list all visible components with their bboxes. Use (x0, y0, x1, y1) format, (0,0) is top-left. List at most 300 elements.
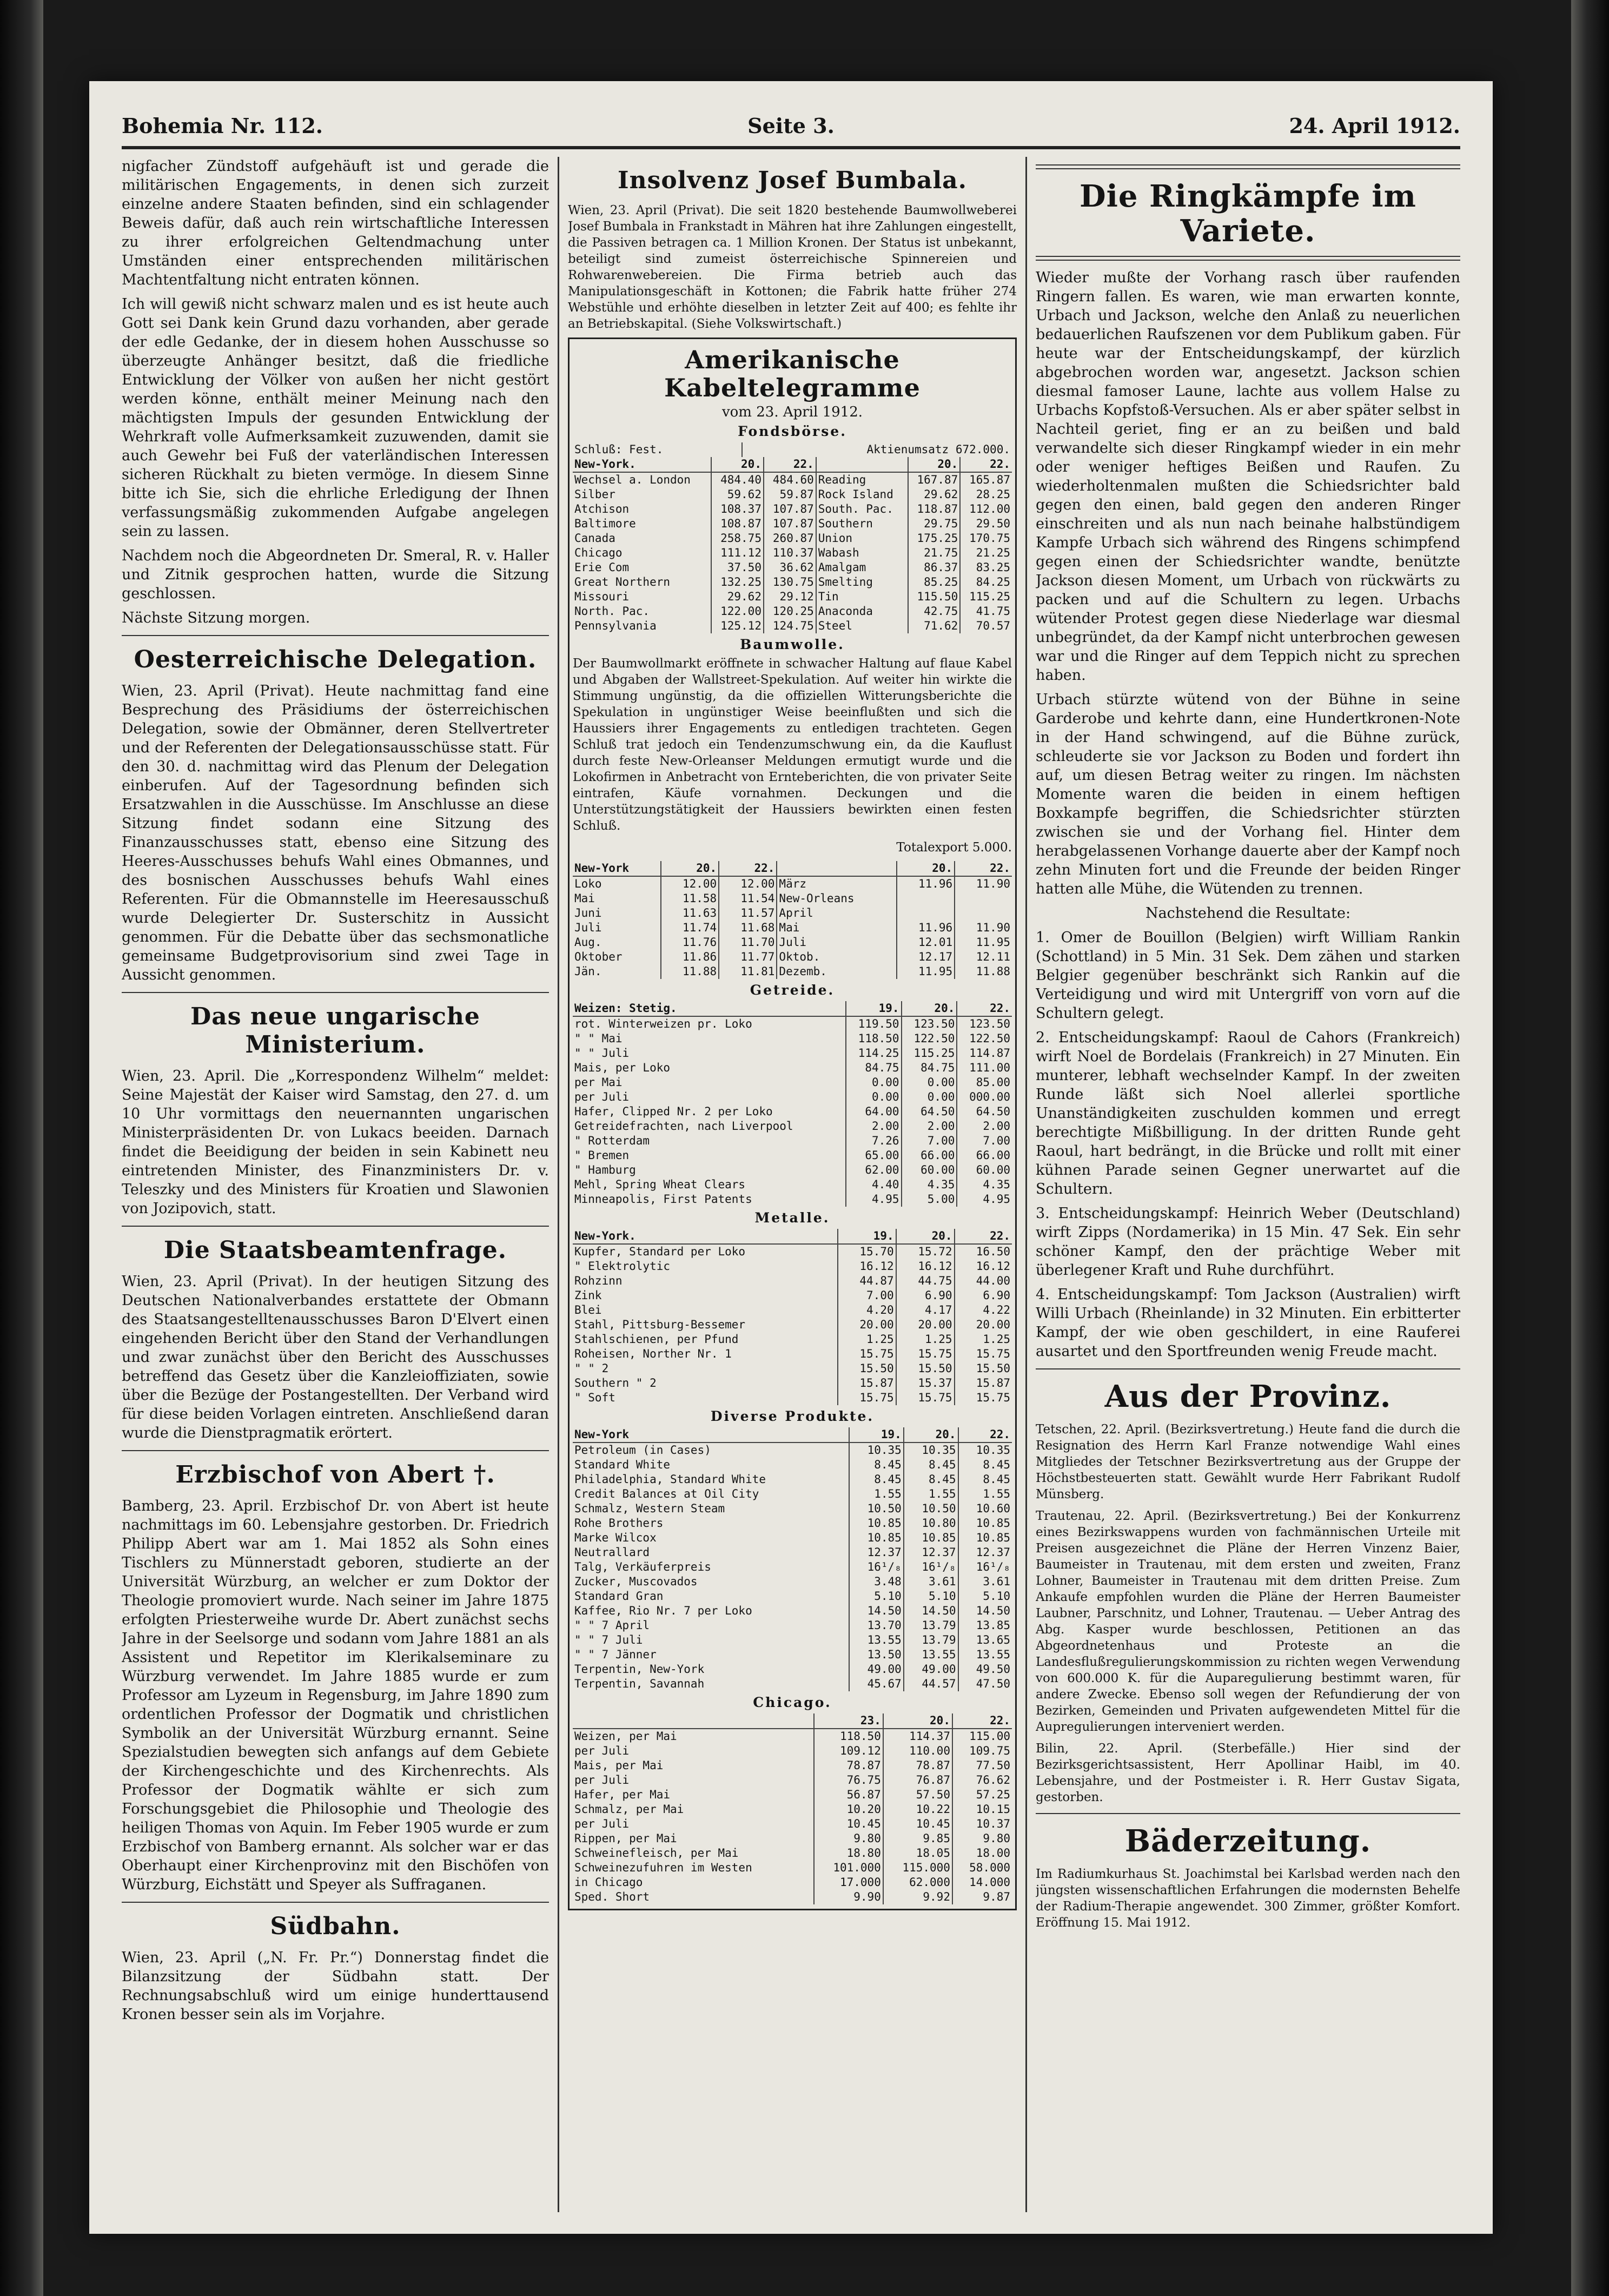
table-cell: 1.25 (896, 1332, 955, 1347)
table-cell: 122.00 (711, 604, 764, 619)
article-ministerium: Wien, 23. April. Die „Korrespondenz Wilhelm“ meldet: Seine Majestät der Kaiser wird Samstag, den 27. d. um 10 Uhr vormittags den neuernannten ungarischen Ministerpräsidenten Dr. von Lukacs beeiden. Darnach findet die Beeidigung der beiden in sein Kabinett neu eintretenden Minister, des Finanzministers Dr. v. Teleszky und des Ministers für Kroatien und Slawonien von Jozipovich, statt. (122, 1068, 549, 1217)
table-cell: 83.25 (960, 560, 1012, 575)
table-cell: 123.50 (902, 1016, 957, 1031)
schluss-line (573, 442, 1012, 457)
table-cell (897, 891, 955, 906)
table-row (573, 1332, 1012, 1347)
table-cell: 11.58 (661, 891, 719, 906)
table-cell: 15.50 (955, 1361, 1012, 1376)
table-cell: per Juli (574, 1817, 630, 1830)
table-cell: Great Northern (574, 575, 671, 588)
table-cell: 84.75 (902, 1061, 957, 1075)
divider (122, 635, 549, 636)
table-cell: rot. Winterweizen pr. Loko (574, 1017, 752, 1030)
table-cell: Neutrallard (574, 1546, 650, 1559)
table-cell: New-York (573, 1427, 849, 1443)
table-row (573, 1075, 1012, 1090)
table-row (573, 1545, 1012, 1560)
table-row (573, 1487, 1012, 1501)
table-cell: Hafer, per Mai (574, 1788, 671, 1801)
table-cell: 12.17 (897, 950, 955, 964)
table-cell: 16.12 (896, 1259, 955, 1274)
table-cell: 19. (846, 1001, 902, 1016)
table-cell: 1.25 (955, 1332, 1012, 1347)
table-cell: Roheisen, Norther Nr. 1 (574, 1347, 732, 1360)
table-cell: Schmalz, Western Steam (574, 1502, 725, 1515)
table-cell: 000.00 (957, 1090, 1012, 1104)
table-header (573, 861, 1012, 876)
table-cell: 8.45 (904, 1472, 958, 1487)
table-cell: 167.87 (908, 472, 961, 487)
divider (1036, 1813, 1460, 1814)
table-cell: 22. (957, 1001, 1012, 1016)
table-cell: 132.25 (711, 575, 764, 590)
table-cell: 0.00 (902, 1090, 957, 1104)
table-cell: Weizen, per Mai (574, 1730, 677, 1743)
table-cell (816, 457, 908, 472)
table-cell: Kaffee, Rio Nr. 7 per Loko (574, 1604, 752, 1617)
table-cell: 70.57 (960, 619, 1012, 633)
table-cell: 28.25 (960, 487, 1012, 502)
table-row (573, 546, 1012, 560)
table-row (573, 1303, 1012, 1318)
table-cell: Baltimore (574, 517, 636, 530)
table-cell: 111.12 (711, 546, 764, 560)
table-row (573, 1104, 1012, 1119)
table-cell: 9.80 (814, 1831, 883, 1846)
table-cell: Juli (574, 921, 602, 934)
table-cell: 15.87 (838, 1376, 896, 1391)
table-cell: 16.50 (955, 1244, 1012, 1259)
divider (122, 1226, 549, 1227)
table-row (573, 1861, 1012, 1875)
table-cell: April (777, 906, 897, 921)
table-cell: 10.85 (849, 1516, 904, 1531)
table-cell: 10.35 (849, 1443, 904, 1458)
table-row (573, 531, 1012, 546)
table-cell: 8.45 (849, 1458, 904, 1472)
table-cell: Blei (574, 1304, 602, 1316)
table-cell: Oktober (574, 950, 623, 963)
table-row (573, 1119, 1012, 1134)
table-cell: Petroleum (in Cases) (574, 1444, 711, 1457)
table-cell: Stahlschienen, per Pfund (574, 1333, 739, 1346)
table-cell: Mais, per Mai (574, 1759, 664, 1772)
table-cell: 13.65 (958, 1633, 1012, 1647)
table-row (573, 1758, 1012, 1773)
table-cell: 110.00 (883, 1744, 952, 1758)
table-cell: 21.75 (908, 546, 961, 560)
table-cell: " Rotterdam (574, 1134, 650, 1147)
table-row (573, 1016, 1012, 1031)
table-row (573, 1831, 1012, 1846)
table-cell: 10.50 (904, 1501, 958, 1516)
table-cell: 11.95 (955, 935, 1012, 950)
table-cell: 0.00 (846, 1090, 902, 1104)
table-cell: 19. (849, 1427, 904, 1443)
table-cell: 12.11 (955, 950, 1012, 964)
table-row (573, 1618, 1012, 1633)
table-cell: Southern (816, 517, 908, 531)
table-cell: Reading (816, 472, 908, 487)
table-cell: 9.80 (952, 1831, 1012, 1846)
table-cell: 3.48 (849, 1574, 904, 1589)
table-cell: Philadelphia, Standard White (574, 1473, 766, 1486)
table-cell: 122.50 (957, 1031, 1012, 1046)
table-cell: Talg, Verkäuferpreis (574, 1560, 711, 1573)
table-cell: Juni (574, 907, 602, 919)
table-cell (955, 906, 1012, 921)
table-cell: 118.87 (908, 502, 961, 517)
article-paragraph: Nächste Sitzung morgen. (122, 610, 310, 626)
table-row (573, 1662, 1012, 1677)
table-cell: 76.75 (814, 1773, 883, 1788)
table-cell: 2.00 (957, 1119, 1012, 1134)
table-cell: New-York. (573, 1229, 838, 1244)
section-metalle: Metalle. (754, 1210, 830, 1226)
table-row (573, 1817, 1012, 1831)
table-cell: 6.90 (896, 1288, 955, 1303)
table-cell: 22. (952, 1713, 1012, 1729)
table-header (573, 1713, 1012, 1729)
table-cell: Getreidefrachten, nach Liverpool (574, 1120, 793, 1133)
table-cell (777, 861, 897, 876)
table-cell: 115.000 (883, 1861, 952, 1875)
table-row (573, 1589, 1012, 1604)
table-row (573, 1148, 1012, 1163)
table-cell: 13.50 (849, 1647, 904, 1662)
table-row (573, 619, 1012, 633)
table-cell: 110.37 (764, 546, 816, 560)
table-cell: Amalgam (816, 560, 908, 575)
table-cell: New-Orleans (777, 891, 897, 906)
table-row (573, 1163, 1012, 1177)
table-cell: 12.00 (719, 876, 777, 891)
table-cell: Atchison (574, 502, 630, 515)
table-cell: 10.50 (849, 1501, 904, 1516)
table-cell: Mai (777, 921, 897, 935)
table-row (573, 1677, 1012, 1691)
table-cell: " " 7 Juli (574, 1633, 643, 1646)
table-cell: 10.35 (958, 1443, 1012, 1458)
table-cell: 86.37 (908, 560, 961, 575)
section-fondsboerse: Fondsbörse. (738, 424, 847, 439)
table-cell: 8.45 (904, 1458, 958, 1472)
table-cell: Mais, per Loko (574, 1061, 671, 1074)
table-cell: 11.81 (719, 964, 777, 979)
table-cell: 4.35 (902, 1177, 957, 1192)
table-cell: Anaconda (816, 604, 908, 619)
table-cell: 10.37 (952, 1817, 1012, 1831)
schluss-label: Schluß: Fest. (574, 443, 664, 456)
table-cell: 107.87 (764, 517, 816, 531)
table-cell: 11.90 (955, 876, 1012, 891)
table-cell: Loko (574, 877, 602, 890)
table-row (573, 1259, 1012, 1274)
table-cell: Union (816, 531, 908, 546)
table-cell: 20. (661, 861, 719, 876)
table-cell: 11.54 (719, 891, 777, 906)
column-1 (122, 157, 549, 2212)
table-cell: 175.25 (908, 531, 961, 546)
table-cell: 15.75 (955, 1391, 1012, 1405)
table-cell: 9.87 (952, 1890, 1012, 1904)
table-cell: 56.87 (814, 1788, 883, 1802)
table-cell: 29.62 (711, 590, 764, 604)
table-row (573, 935, 1012, 950)
table-cell: 258.75 (711, 531, 764, 546)
table-cell: 29.62 (908, 487, 961, 502)
table-cell: Marke Wilcox (574, 1531, 657, 1544)
headline-kabeltelegramme: Amerikanische Kabeltelegramme (664, 345, 921, 402)
table-cell: Jän. (574, 965, 602, 978)
table-cell: 76.87 (883, 1773, 952, 1788)
table-cell: Standard White (574, 1458, 671, 1471)
table-row (573, 1458, 1012, 1472)
table-cell: 9.90 (814, 1890, 883, 1904)
table-cell: 1.55 (958, 1487, 1012, 1501)
table-cell: 10.85 (849, 1531, 904, 1545)
result-item: 4. Entscheidungskampf: Tom Jackson (Australien) wirft Willi Urbach (Rheinlande) in 32 Minuten. Ein erbitterter Kampf, der wie oben geschildert, in eine Rauferei ausartet und den Sportfreunden wenig Freude macht. (1036, 1286, 1460, 1360)
headline-suedbahn: Südbahn. (270, 1913, 401, 1940)
table-cell: 114.25 (846, 1046, 902, 1061)
table-cell: 484.60 (764, 472, 816, 487)
table-cell: 5.10 (849, 1589, 904, 1604)
divider (122, 1902, 549, 1903)
table-row (573, 487, 1012, 502)
table-cell: Minneapolis, First Patents (574, 1193, 752, 1206)
table-row (573, 1391, 1012, 1405)
table-cell: 78.87 (883, 1758, 952, 1773)
table-cell: " Hamburg (574, 1163, 636, 1176)
table-cell: 4.95 (846, 1192, 902, 1207)
table-cell: 108.87 (711, 517, 764, 531)
table-header (573, 1001, 1012, 1016)
table-row (573, 1890, 1012, 1904)
table-cell: 22. (719, 861, 777, 876)
metalle-table (573, 1229, 1012, 1405)
table-cell: 20. (902, 1001, 957, 1016)
produkte-table (573, 1427, 1012, 1691)
divider (122, 1450, 549, 1451)
table-row (573, 891, 1012, 906)
table-cell: 4.20 (838, 1303, 896, 1318)
section-getreide: Getreide. (750, 982, 835, 998)
table-cell: 15.70 (838, 1244, 896, 1259)
table-row (573, 560, 1012, 575)
table-cell: 4.40 (846, 1177, 902, 1192)
table-cell: 22. (960, 457, 1012, 472)
table-cell: South. Pac. (816, 502, 908, 517)
article-paragraph: Wieder mußte der Vorhang rasch über raufenden Ringern fallen. Es waren, wie man erwarten konnte, Urbach und Jackson, welche den Anlaß zu neuerlichen bedauerlichen Raufszenen vor dem Publikum gaben. Für heute war der Entscheidungskampf, der kürzlich abgebrochen worden war, angesetzt. Jackson schien diesmal famoser Laune, lachte aus vollem Halse zu Urbachs Kopfstoß-Versuchen. Als er aber später selbst in Nachteil geriet, fing er an zu beißen und bald verwandelte sich dieser Ringkampf wieder in ein mehr oder weniger heftiges Beißen und Raufen. Zu wiederholtenmalen mußten die Schiedsrichter bald gegen den einen, bald gegen den anderen Ringer einschreiten und als nun nach beinahe halbstündigem Kampfe Urbach sich während des Ringens schimpfend gegen einen der Schiedsrichter wandte, benützte Jackson diesen Moment, um Urbach von rückwärts zu packen und auf die Schultern zu legen. Urbachs wütender Protest gegen diese Niederlage war diesmal unbegründet, da der Kampf nicht unterbrochen gewesen war und die Ringer auf dem Teppich nicht zu sprechen haben. (1036, 269, 1460, 684)
table-cell: " Soft (574, 1391, 615, 1404)
table-row (573, 1318, 1012, 1332)
table-cell: Schmalz, per Mai (574, 1803, 684, 1816)
table-cell: 109.12 (814, 1744, 883, 1758)
article-baeder: Im Radiumkurhaus St. Joachimstal bei Karlsbad werden nach den jüngsten wissenschaftlichen Erfahrungen die modernsten Behelfe der Radium-Therapie angewendet. 300 Zimmer, größter Komfort. Eröffnung 15. Mai 1912. (1036, 1867, 1460, 1930)
table-row (573, 1875, 1012, 1890)
table-cell: 20. (908, 457, 961, 472)
table-cell: 4.35 (957, 1177, 1012, 1192)
table-cell: 125.12 (711, 619, 764, 633)
table-cell: 14.50 (904, 1604, 958, 1618)
table-cell: 115.00 (952, 1729, 1012, 1744)
table-cell: 44.57 (904, 1677, 958, 1691)
table-cell: 118.50 (814, 1729, 883, 1744)
page-header (122, 108, 1460, 149)
table-cell: 36.62 (764, 560, 816, 575)
table-cell: 15.75 (955, 1347, 1012, 1361)
table-cell: 29.12 (764, 590, 816, 604)
market-report (568, 338, 1017, 1910)
article-erzbischof: Bamberg, 23. April. Erzbischof Dr. von Abert ist heute nachmittags im 60. Lebensjahre gestorben. Dr. Friedrich Philipp Abert war am 1. Mai 1852 als Sohn eines Tischlers zu Münnerstadt geboren, studierte an der Universität Würzburg, an welcher er zum Doktor der Theologie promoviert wurde. Nach seiner im Jahre 1875 erfolgten Priesterweihe wurde Dr. Abert zunächst sechs Jahre in der Seelsorge und sodann vom Jahre 1881 an als Assistent und Repetitor im Klerikalseminare zu Würzburg verwendet. Im Jahre 1885 wurde er zum Professor am Lyzeum in Regensburg, im Jahre 1890 zum ordentlichen Professor der Dogmatik und christlichen Symbolik an der Universität Würzburg ernannt. Seine Spezialstudien bewegten sich anfangs auf dem Gebiete der Kirchengeschichte und des Kirchenrechts. Als Professor der Dogmatik wählte er sich zum Forschungsgebiet die Philosophie und Theologie des heiligen Thomas von Aquin. Im Feber 1905 wurde er zum Erzbischof von Bamberg ernannt. Als solcher war er das Oberhaupt einer Kirchenprovinz mit den Bischöfen von Würzburg, Eichstätt und Speyer als Suffraganen. (122, 1498, 549, 1893)
table-cell: Kupfer, Standard per Loko (574, 1245, 746, 1258)
table-cell: 124.75 (764, 619, 816, 633)
article-insolvenz: Wien, 23. April (Privat). Die seit 1820 bestehende Baumwollweberei Josef Bumbala in Frankstadt in Mähren hat ihre Zahlungen eingestellt, die Passiven betragen ca. 1 Million Kronen. Der Status ist unbekannt, beteiligt sind zumeist österreichische Spinnereien und Rohwarenwebereien. Die Firma betrieb auch das Manipulationsgeschäft in Kottonen; die Fabrik hatte früher 274 Webstühle und erhöhte dieselben in letzter Zeit auf 400; es fehlte ihr an Betriebskapital. (Siehe Volkswirtschaft.) (568, 203, 1017, 331)
table-cell: 115.50 (908, 590, 961, 604)
table-cell: Steel (816, 619, 908, 633)
table-cell: 77.50 (952, 1758, 1012, 1773)
table-cell: 29.50 (960, 517, 1012, 531)
table-cell: 44.87 (838, 1274, 896, 1288)
table-cell: 120.25 (764, 604, 816, 619)
table-row (573, 1846, 1012, 1861)
table-cell: 10.35 (904, 1443, 958, 1458)
table-cell: 12.00 (661, 876, 719, 891)
table-cell: 21.25 (960, 546, 1012, 560)
table-cell: 37.50 (711, 560, 764, 575)
table-cell: 10.15 (952, 1802, 1012, 1817)
report-date: vom 23. April 1912. (721, 404, 863, 420)
table-cell: 8.45 (958, 1458, 1012, 1472)
table-cell: 8.45 (849, 1472, 904, 1487)
table-cell: 20. (883, 1713, 952, 1729)
table-cell: 5.10 (904, 1589, 958, 1604)
table-cell: 57.25 (952, 1788, 1012, 1802)
table-cell: 60.00 (902, 1163, 957, 1177)
baumwolle-total: Totalexport 5.000. (896, 841, 1012, 855)
table-cell: 49.00 (904, 1662, 958, 1677)
table-cell: 45.67 (849, 1677, 904, 1691)
table-cell: 119.50 (846, 1016, 902, 1031)
table-cell: Schweinefleisch, per Mai (574, 1847, 739, 1860)
baumwolle-report: Der Baumwollmarkt eröffnete in schwacher Haltung auf flaue Kabel und Abgaben der Wallstreet-Spekulation. Auf weiter hin wirkte die Stimmung ungünstig, da die offiziellen Witterungsberichte die Spekulation in ungünstiger Weise beeinflußten und sich die Haussiers ihrer Engagements zu entledigen trachteten. Gegen Schluß trat jedoch ein Tendenzumschwung ein, da die Kauflust durch feste New-Orleanser Meldungen ermutigt wurde und die Lokofirmen in Anbetracht von Ernteberichten, die von privater Seite eintrafen, Käufe vornahmen. Deckungen und die Unterstützungstätigkeit der Haussiers bewirkten einen festen Schluß. (573, 657, 1012, 833)
table-cell: 47.50 (958, 1677, 1012, 1691)
table-cell: Terpentin, Savannah (574, 1677, 705, 1690)
table-cell: 8.45 (958, 1472, 1012, 1487)
table-cell: " " 7 April (574, 1619, 650, 1632)
table-cell: Tin (816, 590, 908, 604)
table-cell: 11.90 (955, 921, 1012, 935)
table-cell: 20.00 (955, 1318, 1012, 1332)
table-cell: 11.96 (897, 876, 955, 891)
issue-date: 24. April 1912. (1289, 114, 1460, 138)
table-cell: 13.55 (958, 1647, 1012, 1662)
getreide-table (573, 1001, 1012, 1207)
table-cell: 20. (896, 1229, 955, 1244)
aktienumsatz: Aktienumsatz 672.000. (742, 442, 1012, 457)
table-cell: Rohzinn (574, 1274, 623, 1287)
table-cell: März (777, 876, 897, 891)
table-row (573, 1802, 1012, 1817)
table-cell: 11.70 (719, 935, 777, 950)
chicago-table (573, 1713, 1012, 1904)
table-cell: 14.50 (958, 1604, 1012, 1618)
section-produkte: Diverse Produkte. (710, 1408, 875, 1424)
table-cell: Erie Com (574, 561, 630, 574)
table-cell: 20. (897, 861, 955, 876)
article-ringkampf (1036, 268, 1460, 1361)
table-cell: 42.75 (908, 604, 961, 619)
headline-erzbischof: Erzbischof von Abert †. (175, 1461, 495, 1488)
table-cell: 114.37 (883, 1729, 952, 1744)
table-cell: Rock Island (816, 487, 908, 502)
table-cell: 49.00 (849, 1662, 904, 1677)
table-cell (897, 906, 955, 921)
table-row (573, 1501, 1012, 1516)
table-row (573, 1729, 1012, 1744)
table-cell: 11.77 (719, 950, 777, 964)
table-cell: 16.12 (955, 1259, 1012, 1274)
table-cell: 19. (838, 1229, 896, 1244)
article-staatsbeamten: Wien, 23. April (Privat). In der heutigen Sitzung des Deutschen Nationalverbandes erstattete der Obmann des Staatsangestelltenausschusses Baron D'Elvert einen eingehenden Bericht über den Stand der Verhandlungen und zwar zunächst über den Bericht des Ausschusses betreffend das Gesetz über die Kanzleioffiziaten, sowie über die Bezüge der Postangestellten. Der Verband wird für diese beiden Vorlagen eintreten. Anschließend daran wurde die Dienstpragmatik erörtert. (122, 1273, 549, 1441)
column-rule (1025, 157, 1027, 2212)
table-cell: 15.75 (838, 1391, 896, 1405)
column-3 (1036, 157, 1460, 2212)
table-cell: 44.00 (955, 1274, 1012, 1288)
table-cell: 18.00 (952, 1846, 1012, 1861)
table-row (573, 876, 1012, 891)
table-cell: 12.01 (897, 935, 955, 950)
table-row (573, 575, 1012, 590)
table-cell: 260.87 (764, 531, 816, 546)
table-cell: 64.50 (902, 1104, 957, 1119)
table-cell: " " 7 Jänner (574, 1648, 657, 1661)
table-cell (573, 1713, 814, 1729)
table-row (573, 1633, 1012, 1647)
page-number: Seite 3. (747, 114, 835, 138)
article-paragraph: Tetschen, 22. April. (Bezirksvertretung.) Heute fand die durch die Resignation des Herrn Karl Franze notwendige Wahl eines Mitgliedes der Tetschner Bezirksvertretung aus der Gruppe der Höchstbesteuerten statt. Gewählt wurde Herr Fabrikant Rudolf Münsberg. (1036, 1422, 1460, 1501)
table-cell: Mehl, Spring Wheat Clears (574, 1178, 746, 1191)
table-cell: 13.55 (849, 1633, 904, 1647)
table-row (573, 1288, 1012, 1303)
result-item: 2. Entscheidungskampf: Raoul de Cahors (Frankreich) wirft Noel de Bordelais (Frankreich) in 27 Minuten. Ein munterer, lebhaft wechselnder Kampf. In der zweiten Runde läßt sich Noel allerlei sportliche Unanständigkeiten zuschulden kommen und erregt berechtigte Mißbilligung. In der dritten Runde geht Raoul, hart bedrängt, in die Brücke und rollt mit einer kühnen Parade seinen Gegner unerwartet auf die Schultern. (1036, 1029, 1460, 1197)
article-paragraph: Nachdem noch die Abgeordneten Dr. Smeral, R. v. Haller und Zitnik gesprochen hatten, wurde die Sitzung geschlossen. (122, 547, 549, 602)
table-cell: per Juli (574, 1090, 630, 1103)
table-cell: 1.55 (849, 1487, 904, 1501)
table-cell: 64.00 (846, 1104, 902, 1119)
table-cell: 5.10 (958, 1589, 1012, 1604)
headline-delegation: Oesterreichische Delegation. (134, 646, 537, 673)
table-cell: 22. (955, 1229, 1012, 1244)
table-cell: Pennsylvania (574, 619, 657, 632)
table-cell: 1.25 (838, 1332, 896, 1347)
table-cell: 85.25 (908, 575, 961, 590)
table-row (573, 1361, 1012, 1376)
table-row (573, 1773, 1012, 1788)
table-cell: 10.45 (883, 1817, 952, 1831)
table-cell: Juli (777, 935, 897, 950)
table-cell: " " 2 (574, 1362, 609, 1375)
table-cell: Rippen, per Mai (574, 1832, 677, 1845)
article-delegation: Wien, 23. April (Privat). Heute nachmittag fand eine Besprechung des Präsidiums der österreichischen Delegation, sowie der Obmänner, deren Stellvertreter und der Referenten der Delegationsausschüsse statt. Für den 30. d. nachmittag wird das Plenum der Delegation einberufen. Auf der Tagesordnung befinden sich Ersatzwahlen in die Ausschüsse. Im Anschlusse an diese Sitzung findet sodann eine Sitzung des Finanzausschusses statt, ebenso eine Sitzung des Heeres-Ausschusses behufs Wahl eines Obmannes, und des bosnischen Ausschusses behufs Wahl eines Referenten. Für die Obmannstelle im Heeresausschuß wurde Delegierter Dr. Susterschitz in Aussicht genommen. Für die Debatte über das sechsmonatliche gemeinsame Budgetprovisorium sind zwei Tage in Aussicht genommen. (122, 683, 549, 983)
table-cell: 20.00 (896, 1318, 955, 1332)
table-cell: 14.000 (952, 1875, 1012, 1890)
table-cell: 16¹/₈ (849, 1560, 904, 1574)
table-cell: 7.00 (838, 1288, 896, 1303)
table-header (573, 1229, 1012, 1244)
table-cell: Weizen: Stetig. (573, 1001, 846, 1016)
